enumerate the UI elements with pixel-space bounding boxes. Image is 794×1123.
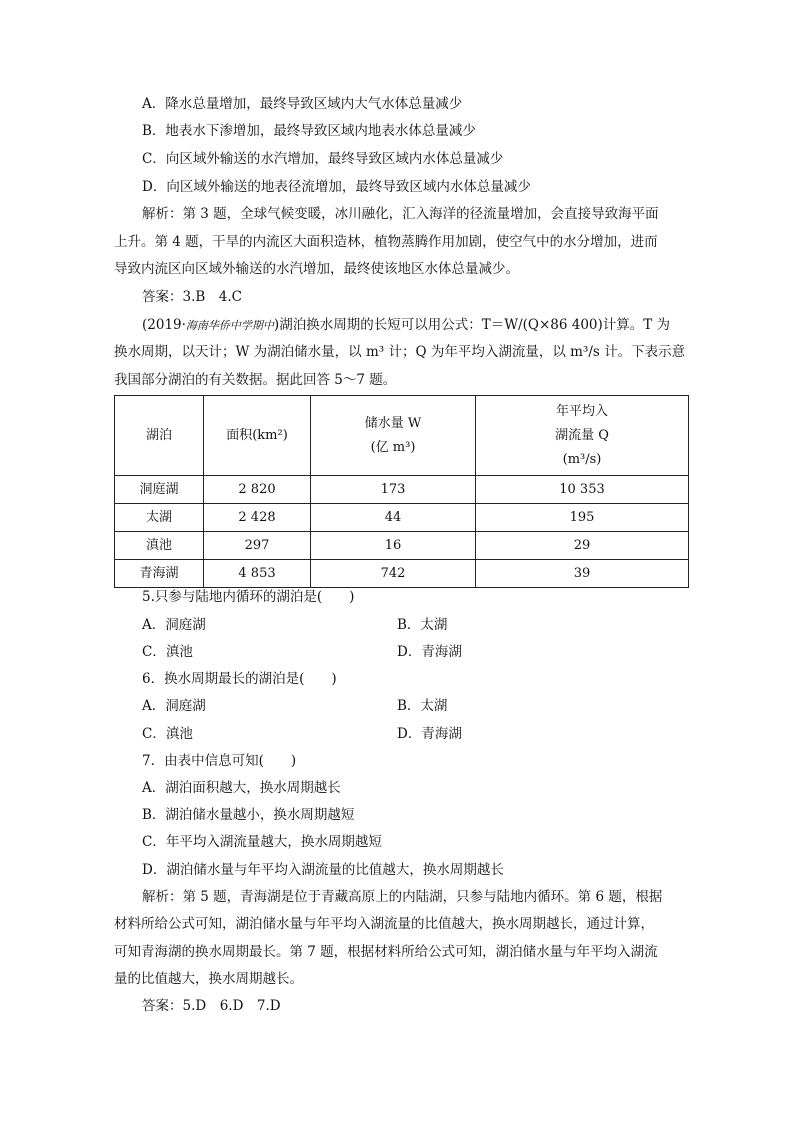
header-flow-line-1: 年平均入 (555, 403, 608, 419)
header-flow-line-2: 湖流量 Q (555, 427, 609, 443)
analysis-1-line-2: 上升。第 4 题，干旱的内流区大面积造林，植物蒸腾作用加剧，使空气中的水分增加，进而 (114, 234, 658, 250)
cell-storage: 173 (311, 476, 476, 504)
cell-area: 2 820 (204, 476, 311, 504)
analysis-1-line-1: 解析：第 3 题，全球气候变暖，冰川融化，汇入海洋的径流量增加，会直接导致海平面 (142, 206, 659, 222)
cell-area: 4 853 (204, 560, 311, 588)
cell-storage: 44 (311, 504, 476, 532)
answer-2: 答案：5.D 6.D 7.D (142, 998, 281, 1014)
cell-flow: 39 (476, 560, 689, 588)
intro-source: 海南华侨中学期中 (185, 319, 274, 332)
q4-option-b: B．地表水下渗增加，最终导致区域内地表水体总量减少 (142, 123, 476, 139)
intro-line-1 (142, 316, 670, 335)
cell-area: 2 428 (204, 504, 311, 532)
header-storage-line-2: (亿 m³) (370, 439, 416, 455)
cell-lake: 青海湖 (115, 560, 204, 588)
q7-option-b: B．湖泊储水量越小，换水周期越短 (142, 807, 355, 823)
lake-data-table (114, 395, 689, 588)
analysis-1-line-3: 导致内流区向区域外输送的水汽增加，最终使该地区水体总量减少。 (114, 261, 519, 277)
header-flow (476, 396, 689, 476)
header-storage (311, 396, 476, 476)
analysis-2-line-3: 可知青海湖的换水周期最长。第 7 题，根据材料所给公式可知，湖泊储水量与年平均入湖流 (114, 944, 658, 960)
intro-line-1-rest: )湖泊换水周期的长短可以用公式：T＝W/(Q×86 400)计算。T 为 (273, 317, 671, 333)
cell-flow: 195 (476, 504, 689, 532)
cell-storage: 742 (311, 560, 476, 588)
header-area: 面积(km²) (204, 396, 311, 476)
q4-option-a: A．降水总量增加，最终导致区域内大气水体总量减少 (142, 96, 463, 112)
cell-lake: 洞庭湖 (115, 476, 204, 504)
table-row (115, 476, 689, 504)
intro-line-2: 换水周期，以天计；W 为湖泊储水量，以 m³ 计；Q 为年平均入湖流量，以 m³/s 计。下表示意 (114, 344, 686, 360)
q5-option-a: A．洞庭湖 (142, 617, 206, 633)
q6-option-b: B．太湖 (397, 698, 448, 714)
q6-option-a: A．洞庭湖 (142, 698, 206, 714)
q7-option-a: A．湖泊面积越大，换水周期越长 (142, 780, 341, 796)
q4-option-d: D．向区域外输送的地表径流增加，最终导致区域内水体总量减少 (142, 179, 531, 195)
analysis-2-line-4: 量的比值越大，换水周期越长。 (114, 971, 303, 987)
cell-flow: 10 353 (476, 476, 689, 504)
header-flow-line-3: (m³/s) (562, 451, 602, 467)
cell-lake: 太湖 (115, 504, 204, 532)
header-storage-line-1: 储水量 W (364, 415, 422, 431)
cell-area: 297 (204, 532, 311, 560)
analysis-2-line-2: 材料所给公式可知，湖泊储水量与年平均入湖流量的比值越大，换水周期越长，通过计算， (114, 916, 654, 932)
q6-stem: 6．换水周期最长的湖泊是( ) (142, 671, 337, 687)
q7-stem: 7．由表中信息可知( ) (142, 753, 297, 769)
analysis-2-line-1: 解析：第 5 题，青海湖是位于青藏高原上的内陆湖，只参与陆地内循环。第 6 题，根据 (142, 889, 663, 905)
q5-option-b: B．太湖 (397, 617, 448, 633)
q5-option-d: D．青海湖 (397, 644, 462, 660)
intro-line-3: 我国部分湖泊的有关数据。据此回答 5～7 题。 (114, 372, 397, 388)
q5-stem: 5.只参与陆地内循环的湖泊是( ) (142, 589, 355, 605)
q5-option-c: C．滇池 (142, 644, 193, 660)
cell-storage: 16 (311, 532, 476, 560)
q7-option-c: C．年平均入湖流量越大，换水周期越短 (142, 834, 382, 850)
header-lake: 湖泊 (115, 396, 204, 476)
answer-1: 答案：3.B 4.C (142, 289, 243, 305)
table-row (115, 504, 689, 532)
q6-option-c: C．滇池 (142, 726, 193, 742)
q4-option-c: C．向区域外输送的水汽增加，最终导致区域内水体总量减少 (142, 151, 504, 167)
intro-prefix: (2019· (142, 317, 186, 333)
table-header-row (115, 396, 689, 476)
table-row (115, 532, 689, 560)
cell-flow: 29 (476, 532, 689, 560)
cell-lake: 滇池 (115, 532, 204, 560)
q6-option-d: D．青海湖 (397, 726, 462, 742)
q7-option-d: D．湖泊储水量与年平均入湖流量的比值越大，换水周期越长 (142, 862, 504, 878)
table-row (115, 560, 689, 588)
